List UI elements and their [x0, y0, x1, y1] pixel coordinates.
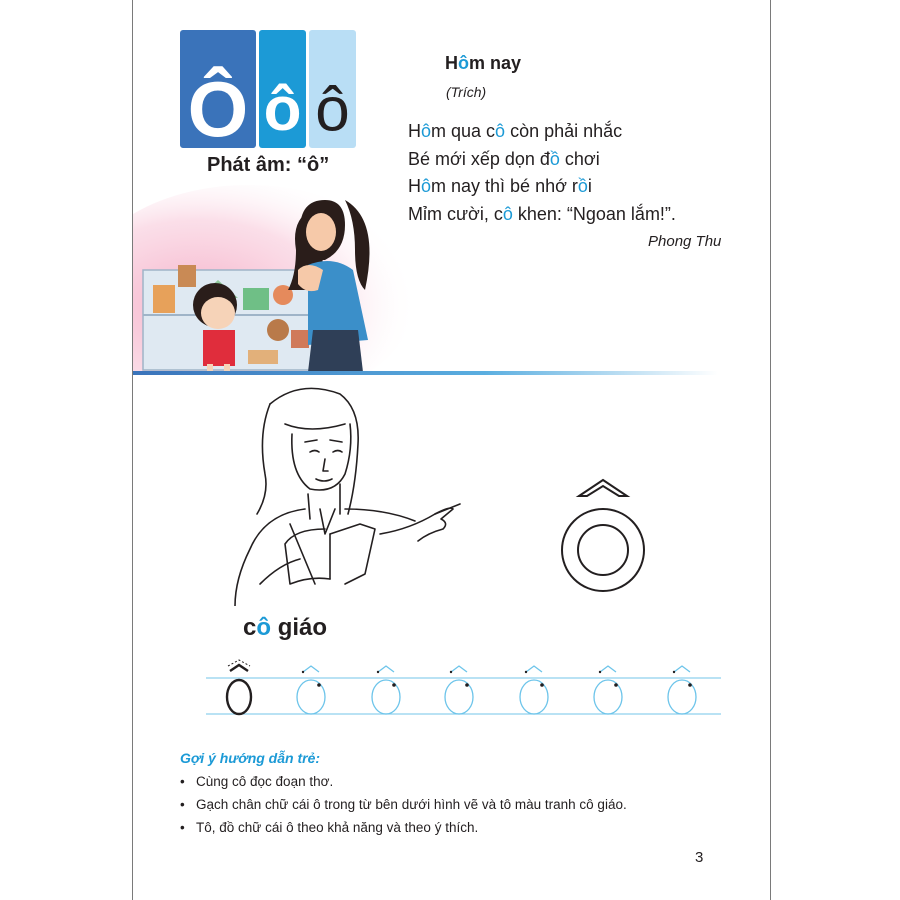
text-segment: m nay thì bé nhớ r — [431, 176, 578, 197]
classroom-illustration — [133, 170, 418, 372]
letter-tile-lowercase — [259, 30, 306, 148]
text-segment: H — [408, 121, 421, 141]
highlighted-letter: ô — [421, 121, 432, 141]
highlighted-letter: ô — [256, 614, 272, 641]
highlighted-letter: ồ — [577, 176, 588, 197]
text-segment: H — [408, 176, 421, 197]
text-segment: còn phải nhắc — [505, 121, 623, 141]
text-segment: m nay — [469, 53, 522, 73]
poem-author: Phong Thu — [648, 233, 722, 250]
text-segment: H — [445, 53, 458, 73]
letter-o-outline — [555, 478, 655, 603]
text-segment: i — [587, 176, 592, 197]
text-segment: c — [243, 614, 257, 641]
section-divider — [133, 371, 718, 375]
poem-line — [408, 173, 676, 201]
letter-tile-outline — [309, 30, 356, 148]
poem-line — [408, 118, 676, 146]
teacher-coloring-drawing — [230, 384, 470, 606]
word-co-giao — [243, 614, 327, 642]
hints-title: Gợi ý hướng dẫn trẻ: — [180, 750, 321, 766]
text-segment: khen: “Ngoan lắm!”. — [512, 203, 676, 224]
text-segment: giáo — [271, 614, 328, 641]
tile-letter: ô — [315, 75, 350, 144]
highlighted-letter: ô — [495, 121, 506, 141]
poem-title — [445, 53, 521, 74]
page-number: 3 — [695, 849, 704, 866]
text-segment: Bé mới xếp dọn đ — [408, 148, 550, 169]
text-segment: m qua c — [431, 121, 496, 141]
page-right-edge — [770, 0, 771, 900]
poem-subtitle: (Trích) — [446, 84, 487, 100]
poem-line — [408, 146, 676, 174]
hint-item: • Cùng cô đọc đoạn thơ. — [180, 773, 627, 796]
hint-item: • Tô, đồ chữ cái ô theo khả năng và theo ý thích. — [180, 819, 627, 842]
hint-item: • Gạch chân chữ cái ô trong từ bên dưới hình vẽ và tô màu tranh cô giáo. — [180, 796, 627, 819]
highlighted-letter: ô — [458, 53, 469, 73]
text-segment: chơi — [559, 148, 600, 169]
letter-tracing-practice — [206, 657, 726, 722]
text-segment: Mỉm cười, c — [408, 203, 503, 224]
highlighted-letter: ô — [421, 176, 432, 197]
highlighted-letter: ồ — [549, 148, 560, 169]
letter-tile-uppercase — [180, 30, 256, 153]
tile-letter: Ô — [187, 65, 249, 153]
poem-body — [408, 118, 676, 228]
highlighted-letter: ô — [502, 203, 513, 224]
hints-list — [180, 773, 627, 842]
pronunciation-label: Phát âm: “ô” — [207, 154, 330, 176]
poem-line — [408, 201, 676, 229]
tile-letter: ô — [263, 75, 302, 144]
page-left-edge — [132, 0, 133, 900]
